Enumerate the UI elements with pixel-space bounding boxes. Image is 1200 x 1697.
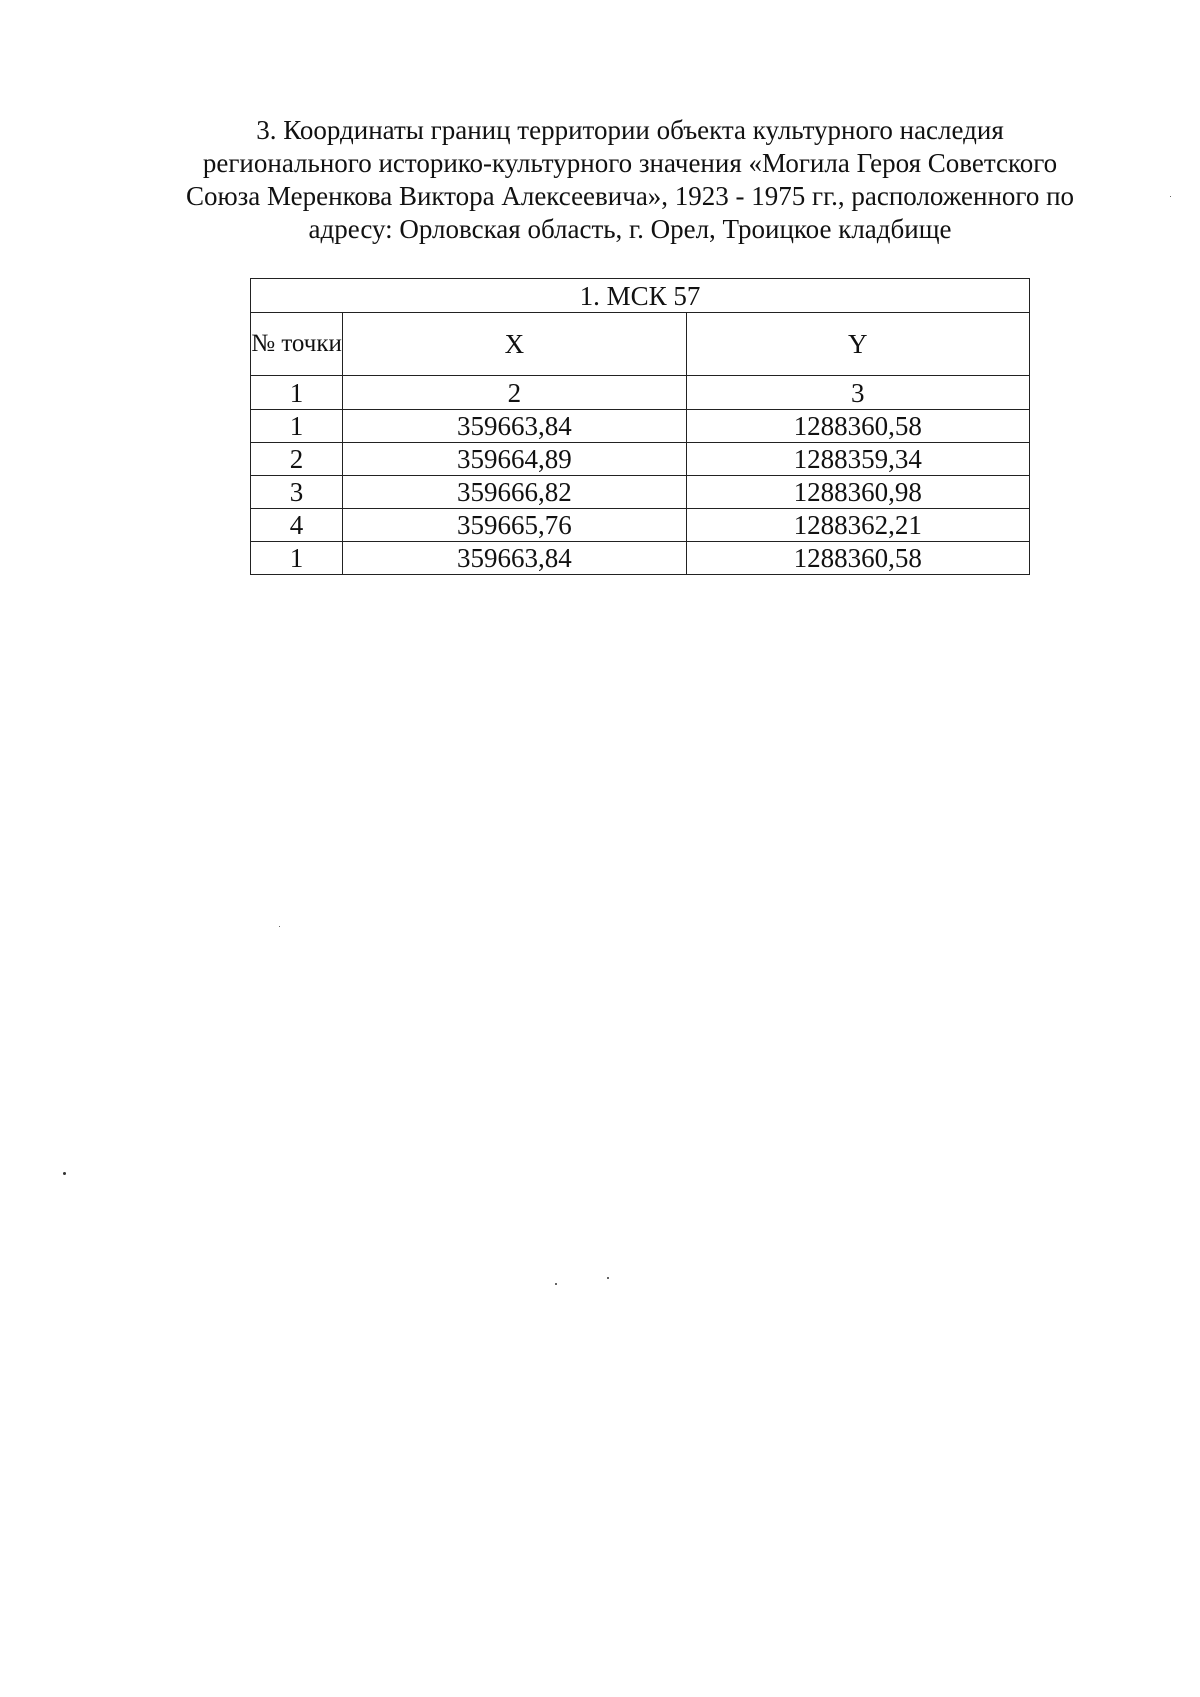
table-row bbox=[251, 410, 1030, 443]
coordinate-system-row bbox=[251, 279, 1030, 313]
point-number-cell: 2 bbox=[251, 443, 343, 476]
table-row bbox=[251, 476, 1030, 509]
scan-speck bbox=[1170, 196, 1171, 197]
column-number-cell: 2 bbox=[343, 376, 686, 410]
header-point-number: № точки bbox=[251, 313, 343, 376]
point-number-cell: 3 bbox=[251, 476, 343, 509]
coordinate-system-cell: 1. МСК 57 bbox=[251, 279, 1030, 313]
x-coordinate-cell: 359663,84 bbox=[343, 542, 686, 575]
x-coordinate-cell: 359664,89 bbox=[343, 443, 686, 476]
x-coordinate-cell: 359665,76 bbox=[343, 509, 686, 542]
scan-speck bbox=[279, 926, 280, 927]
table-row bbox=[251, 509, 1030, 542]
y-coordinate-cell: 1288360,98 bbox=[686, 476, 1029, 509]
title-line: Союза Меренкова Виктора Алексеевича», 1923 - 1975 гг., расположенного по bbox=[185, 181, 1075, 211]
point-number-cell: 4 bbox=[251, 509, 343, 542]
coordinates-table bbox=[250, 278, 1030, 575]
header-y: Y bbox=[686, 313, 1029, 376]
title-line: регионального историко-культурного значения «Могила Героя Советского bbox=[202, 148, 1058, 178]
x-coordinate-cell: 359663,84 bbox=[343, 410, 686, 443]
header-x: X bbox=[343, 313, 686, 376]
y-coordinate-cell: 1288360,58 bbox=[686, 542, 1029, 575]
point-number-cell: 1 bbox=[251, 542, 343, 575]
column-number-row bbox=[251, 376, 1030, 410]
y-coordinate-cell: 1288360,58 bbox=[686, 410, 1029, 443]
title-line: адресу: Орловская область, г. Орел, Троицкое кладбище bbox=[308, 214, 952, 244]
document-title bbox=[150, 114, 1110, 246]
column-number-cell: 1 bbox=[251, 376, 343, 410]
table-header-row bbox=[251, 313, 1030, 376]
table-row bbox=[251, 443, 1030, 476]
y-coordinate-cell: 1288359,34 bbox=[686, 443, 1029, 476]
column-number-cell: 3 bbox=[686, 376, 1029, 410]
scan-speck bbox=[555, 1283, 557, 1285]
scan-speck bbox=[63, 1172, 66, 1175]
x-coordinate-cell: 359666,82 bbox=[343, 476, 686, 509]
scan-speck bbox=[607, 1277, 609, 1279]
title-line: 3. Координаты границ территории объекта культурного наследия bbox=[256, 115, 1004, 145]
y-coordinate-cell: 1288362,21 bbox=[686, 509, 1029, 542]
point-number-cell: 1 bbox=[251, 410, 343, 443]
table-row bbox=[251, 542, 1030, 575]
